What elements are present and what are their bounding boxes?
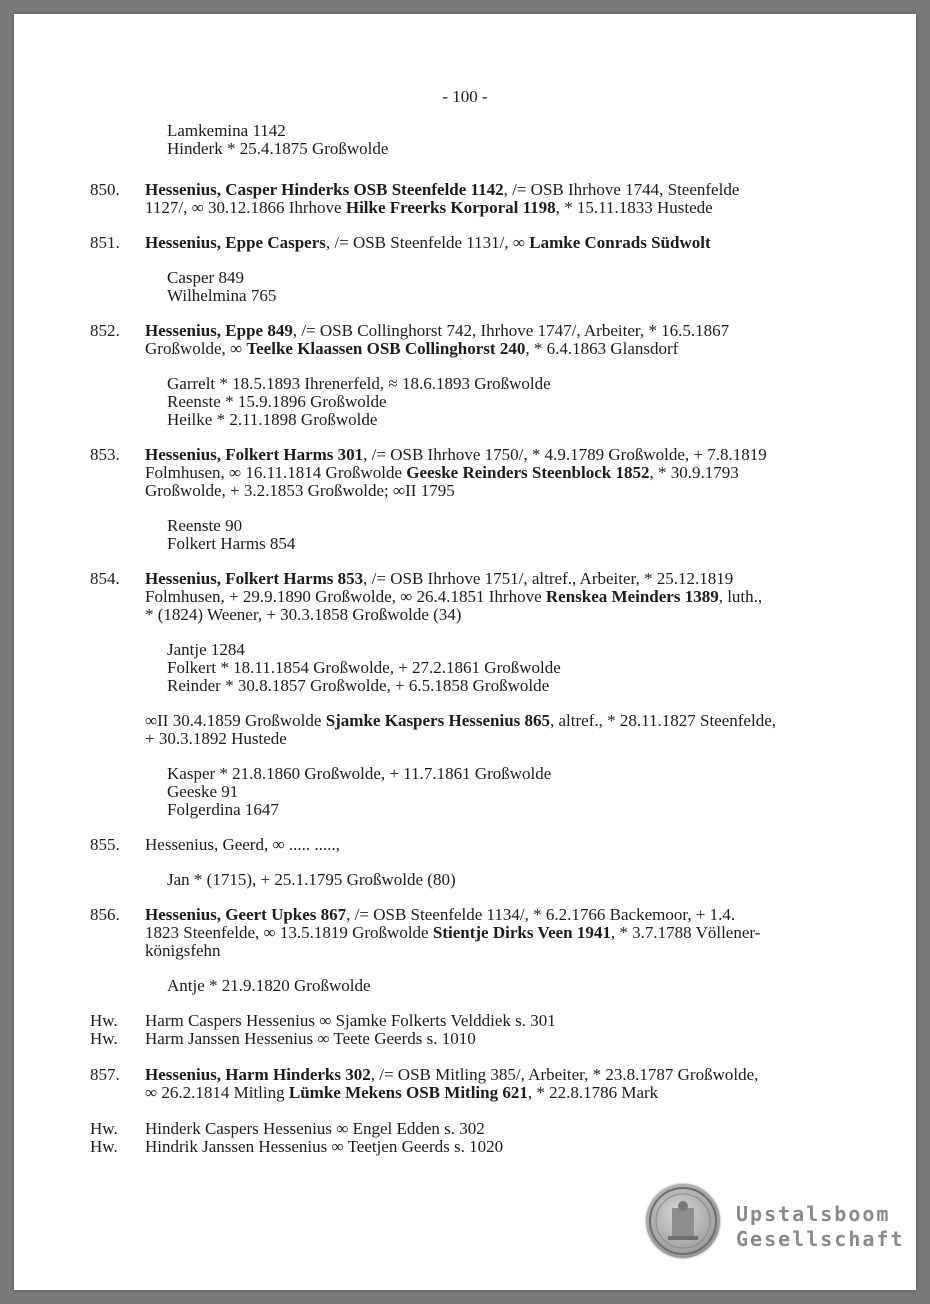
entry-number: 857. bbox=[90, 1065, 120, 1084]
entry-line bbox=[145, 906, 856, 924]
entry-body bbox=[145, 1066, 856, 1102]
seal-emblem-icon bbox=[646, 1184, 720, 1258]
person-name: Sjamke Kaspers Hessenius 865 bbox=[325, 711, 551, 730]
entry-body bbox=[145, 906, 856, 960]
children-list bbox=[167, 641, 916, 695]
entry-line bbox=[145, 942, 856, 960]
child-item: Reenste * 15.9.1896 Großwolde bbox=[167, 392, 387, 411]
entry-line bbox=[145, 464, 856, 482]
document-page bbox=[14, 14, 916, 1290]
entry-text: Folmhusen, ∞ 16.11.1814 Großwolde bbox=[145, 463, 407, 482]
entry-text: ∞ 26.2.1814 Mitling bbox=[145, 1083, 289, 1102]
child-item: Wilhelmina 765 bbox=[167, 286, 277, 305]
children-list bbox=[167, 871, 916, 889]
entry-line bbox=[145, 1084, 856, 1102]
entry-line bbox=[145, 199, 856, 217]
person-name: Hessenius, Geert Upkes 867 bbox=[145, 905, 347, 924]
child-item: Lamkemina 1142 bbox=[167, 121, 286, 140]
entry bbox=[14, 446, 916, 500]
person-name: Geeske Reinders Steenblock 1852 bbox=[406, 463, 650, 482]
person-name: Teelke Klaassen OSB Collinghorst 240 bbox=[246, 339, 526, 358]
society-seal-logo bbox=[646, 1184, 720, 1258]
child-item: Garrelt * 18.5.1893 Ihrenerfeld, ≈ 18.6.1893 Großwolde bbox=[167, 374, 551, 393]
children-list bbox=[167, 765, 916, 819]
entry-text: Großwolde, ∞ bbox=[145, 339, 247, 358]
person-name: Hessenius, Folkert Harms 301 bbox=[145, 445, 364, 464]
child-item: Folkert * 18.11.1854 Großwolde, + 27.2.1861 Großwolde bbox=[167, 658, 561, 677]
cross-reference-text: Hinderk Caspers Hessenius ∞ Engel Edden s. 302 bbox=[145, 1119, 485, 1138]
child-item: Jan * (1715), + 25.1.1795 Großwolde (80) bbox=[167, 870, 456, 889]
child-item: Kasper * 21.8.1860 Großwolde, + 11.7.1861 Großwolde bbox=[167, 764, 552, 783]
entry-number: 854. bbox=[90, 569, 120, 588]
child-item: Antje * 21.9.1820 Großwolde bbox=[167, 976, 371, 995]
marriage-block bbox=[145, 712, 856, 748]
entry-number: 855. bbox=[90, 835, 120, 854]
person-name: Hessenius, Eppe Caspers bbox=[145, 233, 326, 252]
entry-body bbox=[145, 446, 856, 500]
entry-line bbox=[145, 924, 856, 942]
cross-reference-text: Harm Caspers Hessenius ∞ Sjamke Folkerts Velddiek s. 301 bbox=[145, 1011, 556, 1030]
entry-text: königsfehn bbox=[145, 941, 221, 960]
entry-line bbox=[145, 446, 856, 464]
entry-text: * (1824) Weener, + 30.3.1858 Großwolde (34) bbox=[145, 605, 462, 624]
person-name: Hessenius, Eppe 849 bbox=[145, 321, 293, 340]
entry-text: , /= OSB Collinghorst 742, Ihrhove 1747/, Arbeiter, * 16.5.1867 bbox=[292, 321, 730, 340]
entry-text: 1127/, ∞ 30.12.1866 Ihrhove bbox=[145, 198, 346, 217]
entry-text: Hessenius, Geerd, ∞ ..... ....., bbox=[145, 835, 340, 854]
child-item: Hinderk * 25.4.1875 Großwolde bbox=[167, 139, 389, 158]
child-item: Heilke * 2.11.1898 Großwolde bbox=[167, 410, 378, 429]
child-item: Casper 849 bbox=[167, 268, 244, 287]
entry-text: Folmhusen, + 29.9.1890 Großwolde, ∞ 26.4.1851 Ihrhove bbox=[145, 587, 546, 606]
entry-body bbox=[145, 234, 856, 252]
entry-line bbox=[145, 322, 856, 340]
entry-text: , /= OSB Steenfelde 1131/, ∞ bbox=[325, 233, 530, 252]
children-list bbox=[167, 517, 916, 553]
entry bbox=[14, 1066, 916, 1102]
children-list bbox=[167, 375, 916, 429]
entry bbox=[14, 906, 916, 960]
person-name: Hessenius, Harm Hinderks 302 bbox=[145, 1065, 371, 1084]
children-list bbox=[167, 977, 916, 995]
entry-label: Hw. bbox=[90, 1119, 118, 1138]
entry-line bbox=[145, 588, 856, 606]
entry bbox=[14, 234, 916, 252]
entry-text: Großwolde, + 3.2.1853 Großwolde; ∞II 1795 bbox=[145, 481, 455, 500]
entry-line bbox=[145, 712, 856, 730]
child-item: Jantje 1284 bbox=[167, 640, 245, 659]
entry-line bbox=[145, 730, 856, 748]
entry-text: 1823 Steenfelde, ∞ 13.5.1819 Großwolde bbox=[145, 923, 433, 942]
entry-label: Hw. bbox=[90, 1011, 118, 1030]
entry-body bbox=[145, 836, 856, 854]
entry-text: , * 3.7.1788 Völlener- bbox=[610, 923, 761, 942]
person-name: Hilke Freerks Korporal 1198 bbox=[345, 198, 556, 217]
children-list bbox=[167, 269, 916, 305]
brand-line-2: Gesellschaft bbox=[736, 1227, 905, 1251]
entry bbox=[14, 181, 916, 217]
person-name: Lamke Conrads Südwolt bbox=[529, 233, 711, 252]
entry-text: , /= OSB Ihrhove 1751/, altref., Arbeiter, * 25.12.1819 bbox=[363, 569, 734, 588]
entry-text: ∞II 30.4.1859 Großwolde bbox=[145, 711, 326, 730]
entry-line bbox=[145, 482, 856, 500]
entry-number: 852. bbox=[90, 321, 120, 340]
cross-reference-text: Hindrik Janssen Hessenius ∞ Teetjen Geerds s. 1020 bbox=[145, 1137, 504, 1156]
brand-line-1: Upstalsboom bbox=[736, 1202, 891, 1226]
child-item: Folkert Harms 854 bbox=[167, 534, 296, 553]
person-name: Hessenius, Folkert Harms 853 bbox=[145, 569, 364, 588]
entry-text: , /= OSB Mitling 385/, Arbeiter, * 23.8.1787 Großwolde, bbox=[370, 1065, 759, 1084]
child-item: Reinder * 30.8.1857 Großwolde, + 6.5.1858 Großwolde bbox=[167, 676, 550, 695]
entry-line bbox=[145, 836, 856, 854]
entry-number: 850. bbox=[90, 180, 120, 199]
entry-text: , /= OSB Ihrhove 1750/, * 4.9.1789 Großwolde, + 7.8.1819 bbox=[363, 445, 767, 464]
entry-text: , * 30.9.1793 bbox=[649, 463, 739, 482]
children-list bbox=[167, 122, 916, 158]
entry-label: Hw. bbox=[90, 1029, 118, 1048]
person-name: Stientje Dirks Veen 1941 bbox=[432, 923, 611, 942]
child-item: Geeske 91 bbox=[167, 782, 239, 801]
entry-body bbox=[145, 322, 856, 358]
child-item: Folgerdina 1647 bbox=[167, 800, 279, 819]
entry-text: + 30.3.1892 Hustede bbox=[145, 729, 287, 748]
entry-number: 851. bbox=[90, 233, 120, 252]
entry bbox=[14, 322, 916, 358]
cross-reference-row bbox=[14, 1120, 916, 1138]
entry bbox=[14, 836, 916, 854]
entry-line bbox=[145, 606, 856, 624]
entry bbox=[14, 570, 916, 624]
entry-line bbox=[145, 181, 856, 199]
entry-text: , altref., * 28.11.1827 Steenfelde, bbox=[550, 711, 776, 730]
cross-reference-row bbox=[14, 1030, 916, 1048]
entry-text: , * 22.8.1786 Mark bbox=[527, 1083, 659, 1102]
entry-line bbox=[145, 234, 856, 252]
person-name: Hessenius, Casper Hinderks OSB Steenfelde 1142 bbox=[145, 180, 504, 199]
entry-body bbox=[145, 570, 856, 624]
child-item: Reenste 90 bbox=[167, 516, 243, 535]
entry-text: , /= OSB Ihrhove 1744, Steenfelde bbox=[503, 180, 740, 199]
page-number: - 100 - bbox=[442, 87, 488, 106]
entry-body bbox=[145, 181, 856, 217]
entry-text: , * 6.4.1863 Glansdorf bbox=[525, 339, 679, 358]
entry-text: , /= OSB Steenfelde 1134/, * 6.2.1766 Backemoor, + 1.4. bbox=[346, 905, 736, 924]
entry-text: , luth., bbox=[718, 587, 763, 606]
cross-reference-row bbox=[14, 1012, 916, 1030]
entry-line bbox=[145, 1066, 856, 1084]
entry-label: Hw. bbox=[90, 1137, 118, 1156]
entry-text: , * 15.11.1833 Hustede bbox=[555, 198, 713, 217]
entry-line bbox=[145, 340, 856, 358]
entry-line bbox=[145, 570, 856, 588]
person-name: Lümke Mekens OSB Mitling 621 bbox=[288, 1083, 528, 1102]
entry-number: 853. bbox=[90, 445, 120, 464]
cross-reference-text: Harm Janssen Hessenius ∞ Teete Geerds s. 1010 bbox=[145, 1029, 476, 1048]
society-brand bbox=[736, 1202, 905, 1252]
entry-number: 856. bbox=[90, 905, 120, 924]
cross-reference-row bbox=[14, 1138, 916, 1156]
person-name: Renskea Meinders 1389 bbox=[545, 587, 719, 606]
genealogy-entries bbox=[14, 122, 916, 1156]
